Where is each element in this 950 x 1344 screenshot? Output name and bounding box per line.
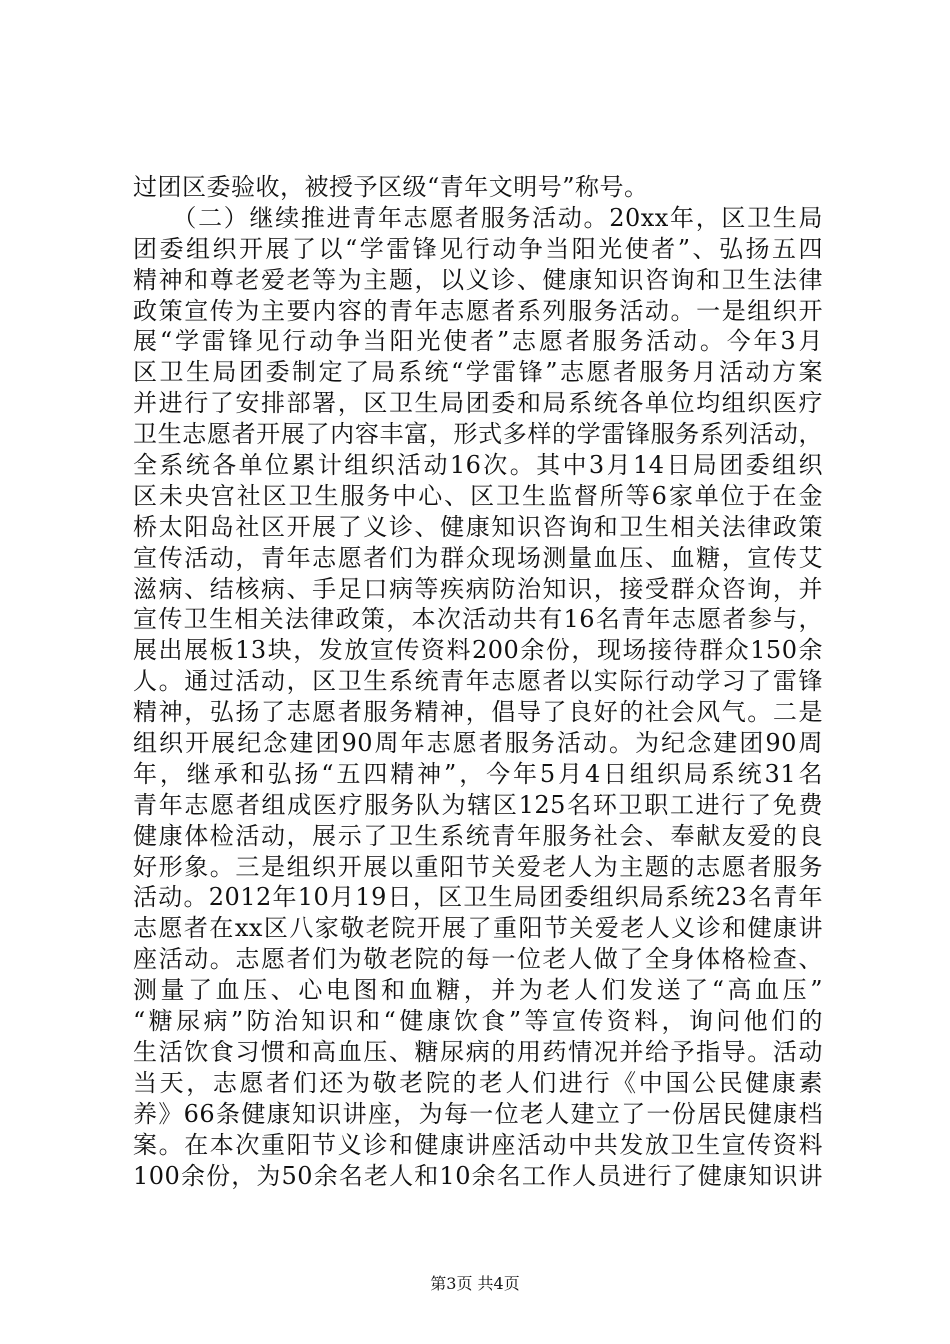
text-line: 团委组织开展了以“学雷锋见行动争当阳光使者”、弘扬五四 <box>133 234 823 263</box>
page-footer: 第3页 共4页 <box>430 1274 520 1293</box>
text-line: 桥太阳岛社区开展了义诊、健康知识咨询和卫生相关法律政策 <box>133 512 823 541</box>
text-line: 案。在本次重阳节义诊和健康讲座活动中共发放卫生宣传资料 <box>133 1130 823 1159</box>
text-line: 政策宣传为主要内容的青年志愿者系列服务活动。一是组织开 <box>133 296 823 325</box>
text-line: 测量了血压、心电图和血糖，并为老人们发送了“高血压” <box>133 976 823 1005</box>
text-line: “糖尿病”防治知识和“健康饮食”等宣传资料，询问他们的 <box>133 1007 823 1036</box>
text-line: 宣传活动，青年志愿者们为群众现场测量血压、血糖，宣传艾 <box>133 543 823 572</box>
text-line: 100余份，为50余名老人和10余名工作人员进行了健康知识讲 <box>133 1161 823 1190</box>
text-line: 座活动。志愿者们为敬老院的每一位老人做了全身体格检查、 <box>133 945 823 974</box>
text-line: 志愿者在xx区八家敬老院开展了重阳节关爱老人义诊和健康讲 <box>133 914 823 943</box>
text-line: 区未央宫社区卫生服务中心、区卫生监督所等6家单位于在金 <box>133 481 823 510</box>
body-text <box>133 172 823 1191</box>
text-line: 当天，志愿者们还为敬老院的老人们进行《中国公民健康素 <box>133 1068 823 1097</box>
text-line: 生活饮食习惯和高血压、糖尿病的用药情况并给予指导。活动 <box>133 1037 823 1066</box>
text-line: 健康体检活动，展示了卫生系统青年服务社会、奉献友爱的良 <box>133 821 823 850</box>
text-line: 青年志愿者组成医疗服务队为辖区125名环卫职工进行了免费 <box>133 790 823 819</box>
text-line: 精神，弘扬了志愿者服务精神，倡导了良好的社会风气。二是 <box>133 698 823 727</box>
text-line: 展出展板13块，发放宣传资料200余份，现场接待群众150余 <box>133 636 823 665</box>
text-line: 卫生志愿者开展了内容丰富，形式多样的学雷锋服务系列活动， <box>133 420 823 449</box>
text-line: 滋病、结核病、手足口病等疾病防治知识，接受群众咨询，并 <box>133 574 823 603</box>
text-line: （二）继续推进青年志愿者服务活动。20xx年，区卫生局 <box>133 203 823 232</box>
text-line: 好形象。三是组织开展以重阳节关爱老人为主题的志愿者服务 <box>133 852 823 881</box>
text-line: 区卫生局团委制定了局系统“学雷锋”志愿者服务月活动方案 <box>133 358 823 387</box>
text-line: 宣传卫生相关法律政策，本次活动共有16名青年志愿者参与， <box>133 605 823 634</box>
text-line: 全系统各单位累计组织活动16次。其中3月14日局团委组织 <box>133 451 823 480</box>
text-line: 并进行了安排部署，区卫生局团委和局系统各单位均组织医疗 <box>133 389 823 418</box>
text-line: 活动。2012年10月19日，区卫生局团委组织局系统23名青年 <box>133 883 823 912</box>
text-line: 展“学雷锋见行动争当阳光使者”志愿者服务活动。今年3月 <box>133 327 823 356</box>
text-line: 组织开展纪念建团90周年志愿者服务活动。为纪念建团90周 <box>133 729 823 758</box>
text-line: 养》66条健康知识讲座，为每一位老人建立了一份居民健康档 <box>133 1099 823 1128</box>
text-line: 年，继承和弘扬“五四精神”，今年5月4日组织局系统31名 <box>133 759 823 788</box>
text-line: 过团区委验收，被授予区级“青年文明号”称号。 <box>133 173 649 201</box>
text-line: 精神和尊老爱老等为主题，以义诊、健康知识咨询和卫生法律 <box>133 265 823 294</box>
text-line: 人。通过活动，区卫生系统青年志愿者以实际行动学习了雷锋 <box>133 667 823 696</box>
